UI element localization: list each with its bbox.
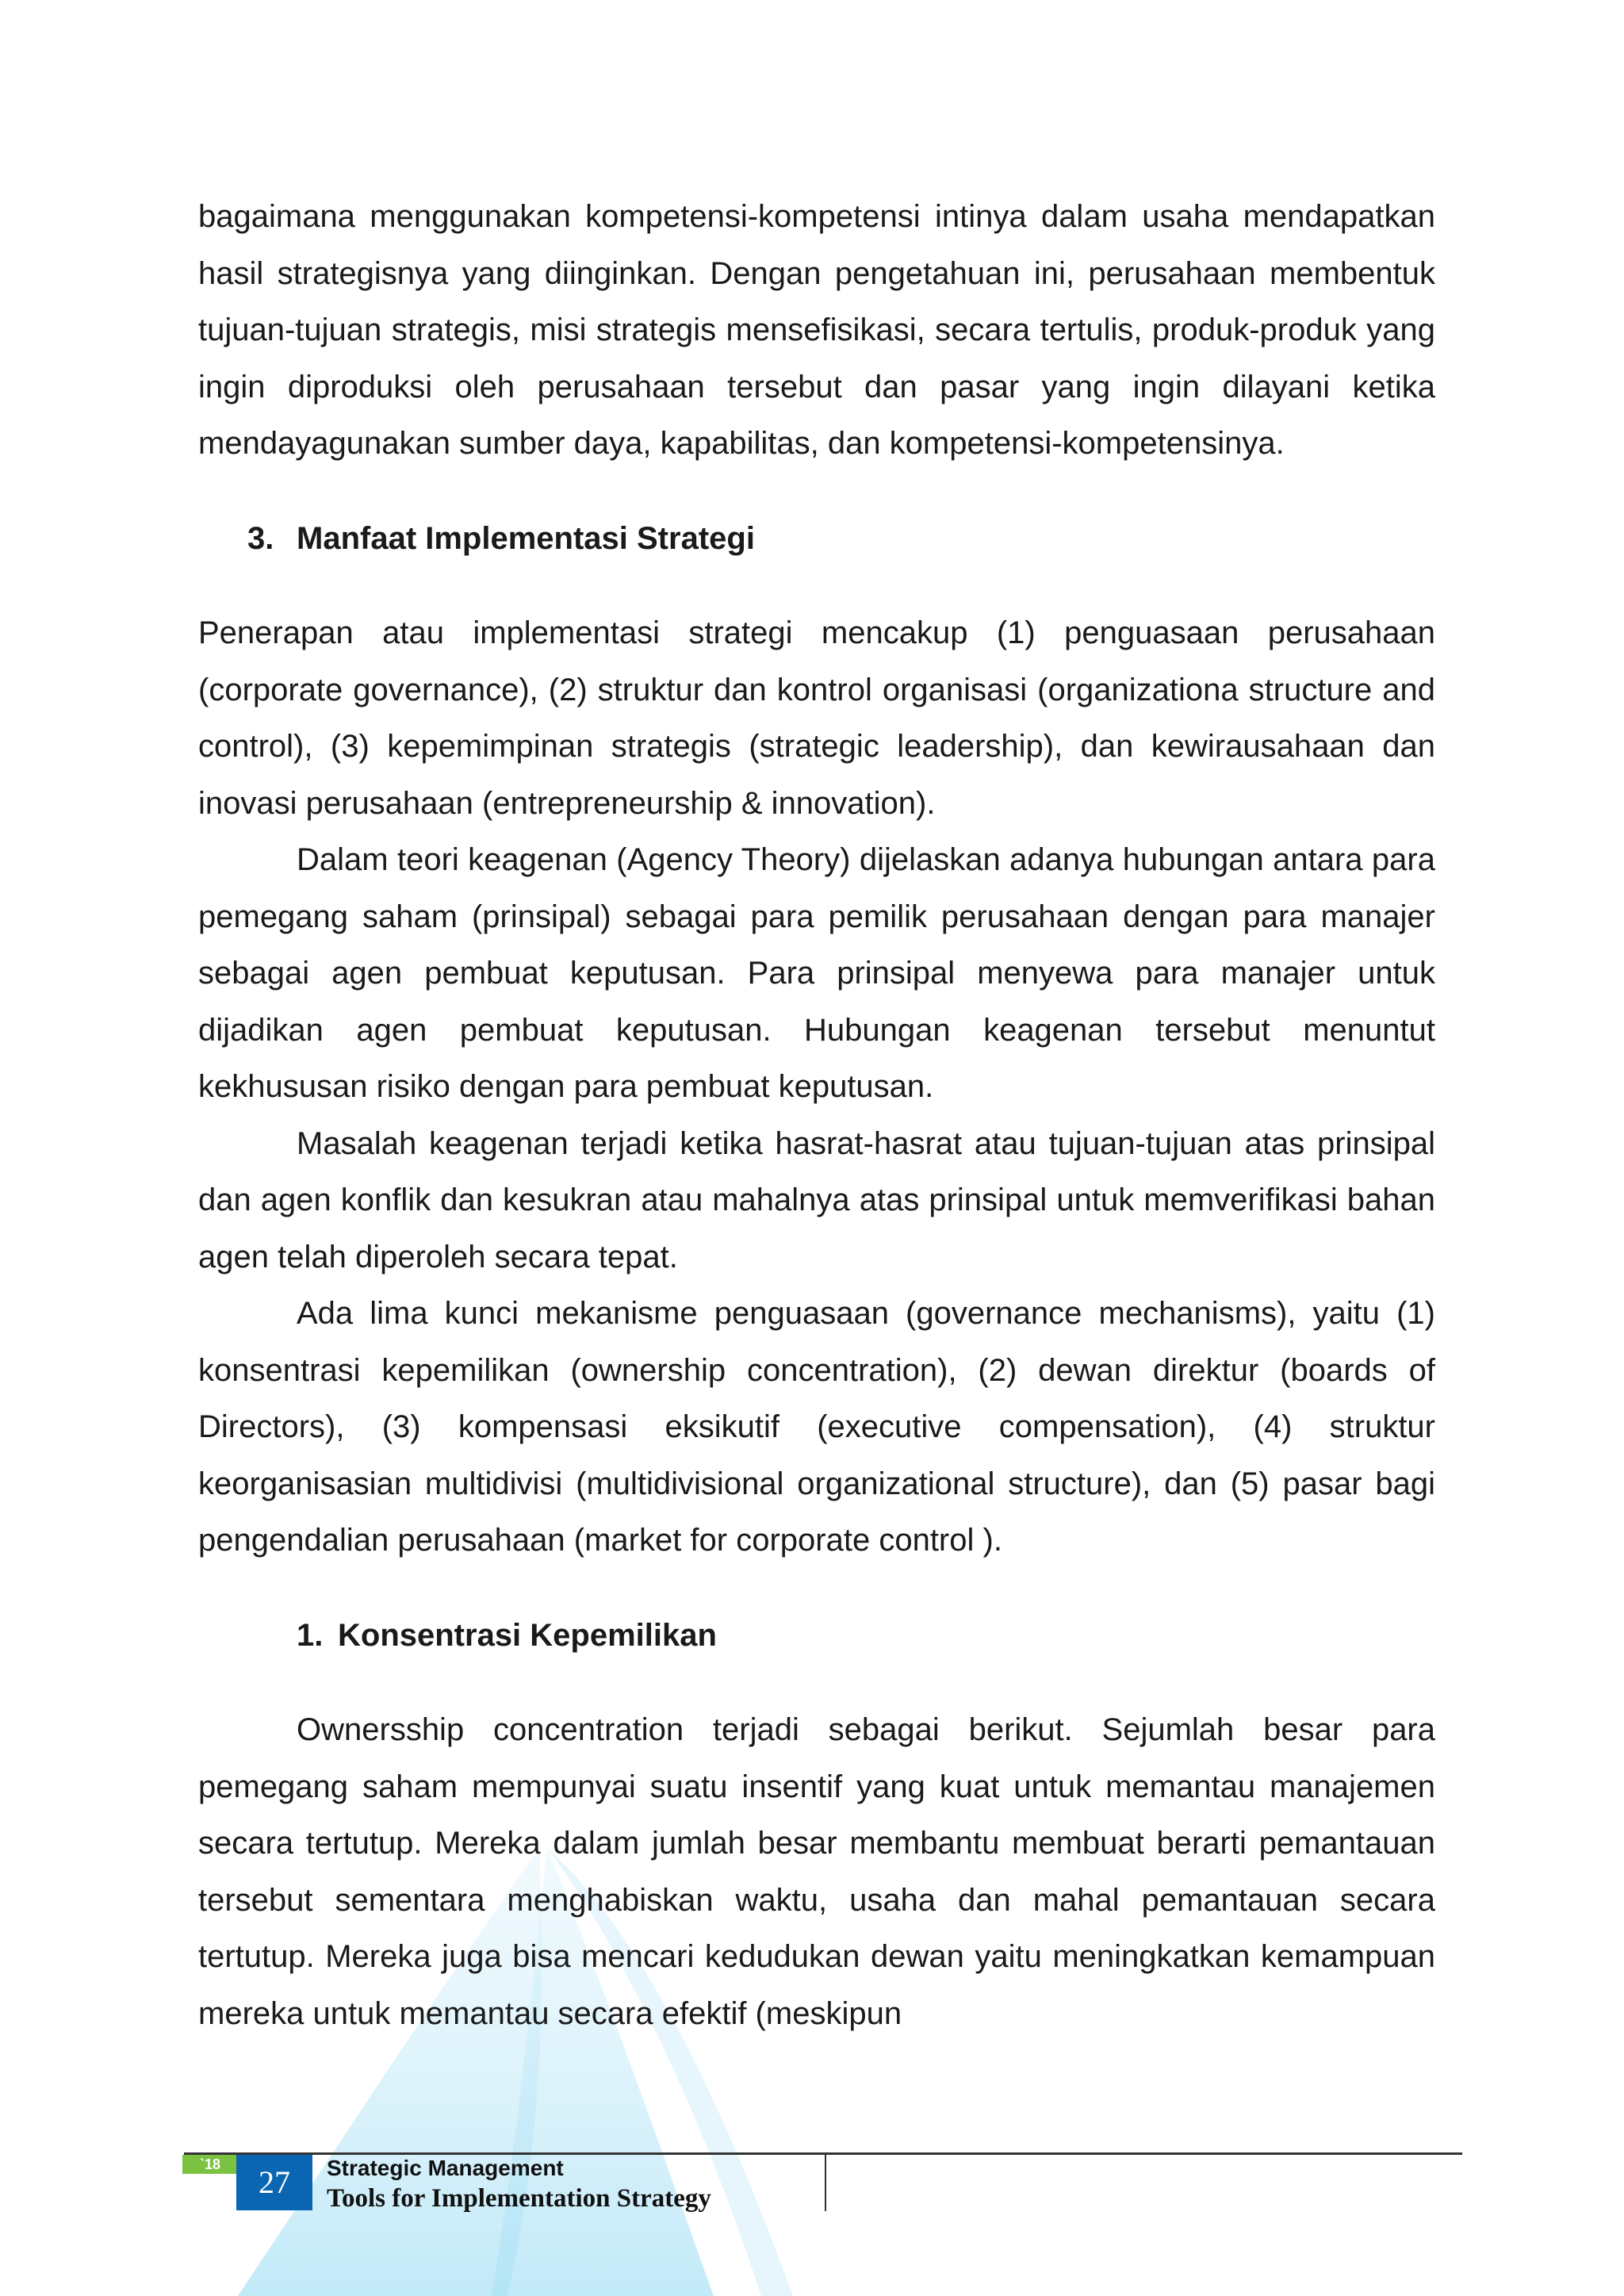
footer-title: Strategic Management — [327, 2156, 564, 2180]
subsection-number: 1. — [297, 1617, 324, 1653]
section-title: Manfaat Implementasi Strategi — [297, 520, 755, 556]
paragraph-agency-theory: Dalam teori keagenan (Agency Theory) dijelaskan adanya hubungan antara para pemegang saham (prinsipal) sebagai para pemilik perusahaan dengan para manajer sebagai agen pembuat keputusan. Para prinsipal menyewa para manajer untuk dijadikan agen pembuat keputusan. Hubungan keagenan tersebut menuntut kekhususan risiko dengan para pembuat keputusan. — [198, 842, 1435, 1104]
subsection-heading-1 — [198, 1608, 1435, 1665]
page-number: 27 — [236, 2155, 312, 2210]
paragraph-ownership: Ownersship concentration terjadi sebagai berikut. Sejumlah besar para pemegang saham mempunyai suatu insentif yang kuat untuk memantau manajemen secara tertutup. Mereka dalam jumlah besar membantu membuat berarti pemantauan tersebut sementara menghabiskan waktu, usaha dan mahal pemantauan secara tertutup. Mereka juga bisa mencari kedudukan dewan yaitu meningkatkan kemampuan mereka untuk memantau secara efektif (meskipun — [198, 1712, 1435, 2031]
section-heading-3 — [198, 511, 1435, 568]
document-body — [198, 189, 1435, 2042]
paragraph-intro: bagaimana menggunakan kompetensi-kompetensi intinya dalam usaha mendapatkan hasil strategisnya yang diinginkan. Dengan pengetahuan ini, perusahaan membentuk tujuan-tujuan strategis, misi strategis mensefisikasi, secara tertulis, produk-produk yang ingin diproduksi oleh perusahaan tersebut dan pasar yang ingin dilayani ketika mendayagunakan sumber daya, kapabilitas, dan kompetensi-kompetensinya. — [198, 199, 1435, 461]
paragraph-masalah-keagenan: Masalah keagenan terjadi ketika hasrat-hasrat atau tujuan-tujuan atas prinsipal dan agen konflik dan kesukran atau mahalnya atas prinsipal untuk memverifikasi bahan agen telah diperoleh secara tepat. — [198, 1125, 1435, 1274]
subsection-title: Konsentrasi Kepemilikan — [338, 1617, 717, 1653]
paragraph-governance-mechanisms: Ada lima kunci mekanisme penguasaan (governance mechanisms), yaitu (1) konsentrasi kepemilikan (ownership concentration), (2) dewan direktur (boards of Directors), (3) kompensasi eksikutif (executive compensation), (4) struktur keorganisasian multidivisi (multidivisional organizational structure), dan (5) pasar bagi pengendalian perusahaan (market for corporate control ). — [198, 1296, 1435, 1558]
footer-subtitle: Tools for Implementation Strategy — [327, 2184, 711, 2213]
paragraph-penerapan: Penerapan atau implementasi strategi mencakup (1) penguasaan perusahaan (corporate governance), (2) struktur dan kontrol organisasi (organizationa structure and control), (3) kepemimpinan strategis (strategic leadership), dan kewirausahaan dan inovasi perusahaan (entrepreneurship & innovation). — [198, 615, 1435, 821]
year-badge: `18 — [182, 2155, 236, 2174]
section-number: 3. — [247, 520, 274, 556]
